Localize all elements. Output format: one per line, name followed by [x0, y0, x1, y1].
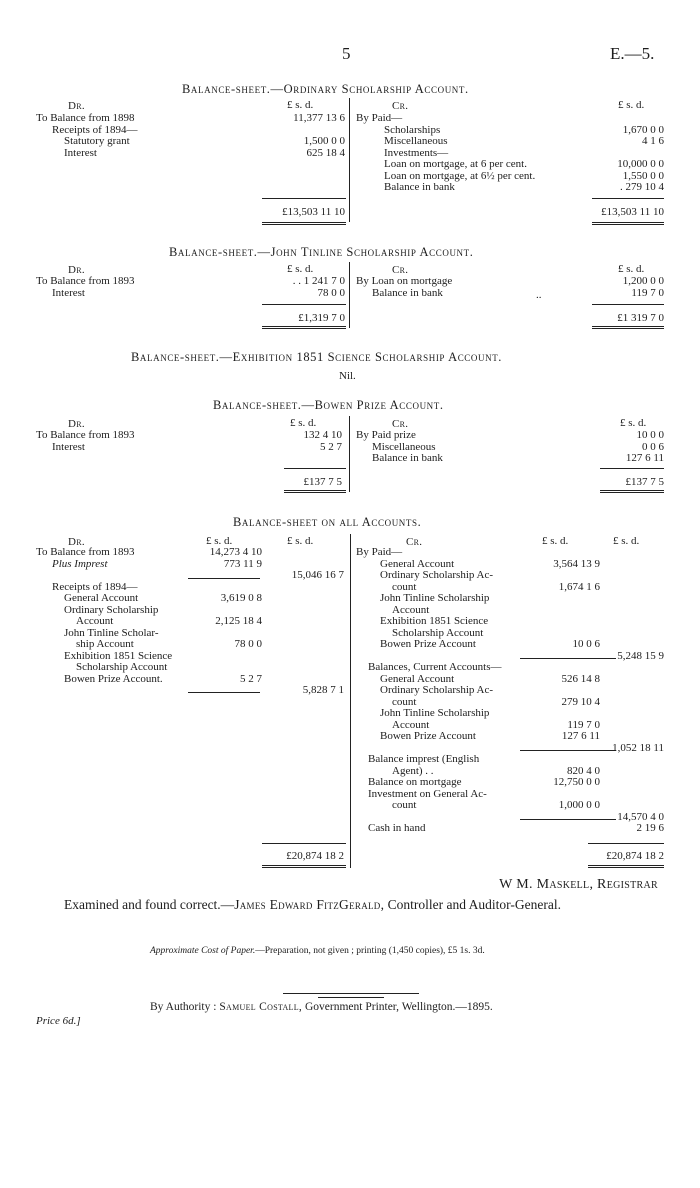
all-left-label: Bowen Prize Account. — [64, 672, 163, 685]
ordinary-right-label: Loan on mortgage, at 6 per cent. — [384, 158, 527, 170]
bowen-title: Balance-sheet.—Bowen Prize Account. — [213, 398, 444, 412]
bowen-total-left: £137 7 5 — [303, 476, 342, 488]
ordinary-right-amounts — [544, 113, 664, 194]
all-left-col1-amount: 773 11 9 — [223, 557, 262, 570]
all-right-label: Cash in hand — [368, 822, 426, 834]
tinline-left-amount: . . 1 241 7 0 — [292, 275, 345, 287]
all-right-label: Account — [392, 718, 430, 731]
ordinary-right-label: Scholarships — [384, 123, 441, 136]
tinline-double-rule-right — [592, 326, 664, 329]
authority-line — [150, 1001, 493, 1013]
cost-label: Approximate Cost of Paper. — [150, 946, 256, 956]
ordinary-right-amount: 10,000 0 0 — [617, 158, 664, 170]
ordinary-left-label: Receipts of 1894— — [52, 123, 138, 136]
all-right-col2-amount: 1,052 18 11 — [612, 741, 664, 754]
all-right-labels — [356, 547, 502, 835]
all-right-col2-amount — [574, 697, 664, 709]
all-dr: Dr. — [68, 536, 85, 548]
all-right-label: Bowen Prize Account — [380, 638, 476, 650]
tinline-dr: Dr. — [68, 264, 85, 276]
ordinary-right-label: Miscellaneous — [384, 135, 448, 147]
all-right-col2-amount — [574, 616, 664, 628]
all-left-col2-amount: 5,828 7 1 — [302, 684, 344, 696]
authority-lead: By Authority : — [150, 1001, 217, 1013]
all-left-col1-amount: 5 2 7 — [240, 672, 262, 685]
all-right-label: Ordinary Scholarship Ac- — [380, 569, 494, 581]
tinline-rule-right — [592, 304, 664, 305]
bowen-left-labels — [36, 430, 135, 453]
all-right-col1-amount: 1,000 0 0 — [558, 799, 600, 811]
bowen-right-labels — [356, 430, 443, 465]
all-right-col2-amount — [574, 789, 664, 801]
ordinary-right-amount: 1,670 0 0 — [622, 123, 664, 136]
tinline-left-amount: 78 0 0 — [317, 286, 345, 299]
all-right-label: count — [392, 799, 417, 811]
ordinary-hdr-right: £ s. d. — [618, 99, 645, 111]
all-right-col2-amount — [574, 639, 664, 651]
all-right-col1-amount: 526 14 8 — [561, 672, 600, 685]
all-right-label: John Tinline Scholarship — [380, 592, 490, 604]
ordinary-dr: Dr. — [68, 100, 85, 112]
all-right-col2-amount — [574, 777, 664, 789]
all-left-col1-amount: 3,619 0 8 — [220, 592, 262, 604]
all-left-col2-amount — [254, 628, 344, 640]
all-left-subrule1 — [188, 578, 260, 579]
price: Price 6d.] — [36, 1015, 81, 1027]
all-right-label: Investment on General Ac- — [368, 787, 487, 800]
ordinary-rule-right — [592, 198, 664, 199]
document-ref: E.—5. — [610, 44, 655, 63]
tinline-right-amount: 1,200 0 0 — [622, 275, 664, 287]
ordinary-right-amount — [544, 113, 664, 125]
all-right-col1-amount: 10 0 6 — [572, 638, 600, 650]
all-right-label: Balance imprest (English — [368, 753, 480, 765]
tinline-right-amounts — [554, 276, 664, 299]
bowen-hdr-left: £ s. d. — [290, 417, 317, 429]
tinline-left-label: To Balance from 1893 — [36, 275, 135, 287]
all-left-col1-amount: 2,125 18 4 — [215, 615, 262, 627]
all-left-col1-amount: 14,273 4 10 — [209, 546, 262, 558]
ordinary-right-label: Investments— — [384, 146, 449, 159]
all-right-col1-amount: 3,564 13 9 — [553, 557, 600, 570]
bowen-right-amount: 127 6 11 — [625, 452, 664, 464]
ordinary-total-left: £13,503 11 10 — [282, 206, 345, 218]
tinline-cr: Cr. — [392, 264, 409, 276]
all-left-label: Ordinary Scholarship — [64, 603, 159, 616]
ordinary-left-amount: 625 18 4 — [306, 146, 345, 159]
bowen-right-label: Miscellaneous — [372, 440, 436, 453]
all-hdr-right2: £ s. d. — [613, 535, 640, 547]
all-left-label: Scholarship Account — [76, 661, 168, 673]
all-right-label: Account — [392, 603, 430, 616]
footer-rule-1 — [283, 993, 419, 994]
all-rule-left — [262, 843, 346, 844]
tinline-right-labels — [356, 276, 452, 299]
tinline-left-labels — [36, 276, 135, 299]
ordinary-left-amount: 1,500 0 0 — [303, 135, 345, 147]
printer-name: Samuel Costall, — [219, 1001, 303, 1013]
bowen-rule-left — [284, 468, 346, 469]
tinline-hdr-right: £ s. d. — [618, 263, 645, 275]
all-right-col1-amount: 127 6 11 — [561, 730, 600, 742]
all-right-col2-amount — [574, 582, 664, 594]
all-left-col1-amount — [172, 570, 262, 582]
bowen-divider — [349, 416, 350, 492]
ordinary-right-label: Balance in bank — [384, 181, 455, 193]
examined-line — [64, 897, 561, 913]
ordinary-total-right: £13,503 11 10 — [601, 206, 664, 218]
all-left-label: Exhibition 1851 Science — [64, 649, 173, 662]
all-left-col2 — [254, 547, 344, 697]
all-right-col2-amount — [574, 593, 664, 605]
all-right-label: By Paid— — [356, 546, 403, 558]
ordinary-right-amount: 1,550 0 0 — [622, 169, 664, 182]
auditor-role: Controller and Auditor-General. — [384, 897, 561, 912]
all-right-col1-amount: 119 7 0 — [567, 718, 600, 731]
all-left-label: General Account — [64, 592, 139, 604]
all-left-col2-amount — [254, 662, 344, 674]
ordinary-left-label: To Balance from 1898 — [36, 112, 135, 124]
ordinary-left-labels — [36, 113, 138, 159]
all-left-col2-amount — [254, 547, 344, 559]
all-left-label: ship Account — [76, 638, 134, 650]
all-hdr-left1: £ s. d. — [206, 535, 233, 547]
page-number: 5 — [342, 44, 351, 63]
bowen-double-rule-right — [600, 490, 664, 493]
all-right-col2-amount — [574, 662, 664, 674]
tinline-dots: .. — [536, 289, 542, 301]
exhibition-title: Balance-sheet.—Exhibition 1851 Science Scholarship Account. — [131, 350, 503, 364]
all-left-labels — [36, 547, 172, 685]
bowen-left-amount: 132 4 10 — [303, 429, 342, 441]
all-right-col2-amount — [574, 708, 664, 720]
examined-lead: Examined and found correct.— — [64, 897, 235, 912]
all-left-col2-amount — [254, 616, 344, 628]
all-right-col2-amount — [574, 605, 664, 617]
all-right-label: John Tinline Scholarship — [380, 707, 490, 719]
tinline-double-rule-left — [262, 326, 346, 329]
all-left-col2-amount — [254, 582, 344, 594]
bowen-double-rule-left — [284, 490, 346, 493]
all-right-col2-amount — [574, 731, 664, 743]
all-right-col2-amount — [574, 559, 664, 571]
all-right-col2-amount: 2 19 6 — [636, 822, 664, 834]
ordinary-right-label: Loan on mortgage, at 6½ per cent. — [384, 169, 536, 182]
authority-rest: Government Printer, Wellington.—1895. — [302, 1001, 493, 1013]
tinline-title: Balance-sheet.—John Tinline Scholarship Account. — [169, 245, 474, 259]
bowen-right-amount: 0 0 6 — [642, 440, 664, 453]
bowen-hdr-right: £ s. d. — [620, 417, 647, 429]
all-right-col2-amount — [574, 800, 664, 812]
bowen-left-label: Interest — [52, 440, 85, 453]
all-left-col2-amount: 15,046 16 7 — [291, 569, 344, 581]
all-right-col2-amount — [574, 720, 664, 732]
bowen-right-label: By Paid prize — [356, 429, 416, 441]
ordinary-cr: Cr. — [392, 100, 409, 112]
ordinary-title: Balance-sheet.—Ordinary Scholarship Account. — [182, 82, 469, 96]
auditor-name: James Edward FitzGerald, — [234, 897, 385, 912]
all-title: Balance-sheet on all Accounts. — [233, 515, 422, 529]
all-left-col2-amount — [254, 593, 344, 605]
bowen-right-amount: 10 0 0 — [636, 429, 664, 441]
all-right-col2-amount — [574, 766, 664, 778]
tinline-left-amounts — [235, 276, 345, 299]
bowen-rule-right — [600, 468, 664, 469]
all-right-col2-amount — [574, 547, 664, 559]
cost-note — [150, 946, 485, 956]
all-right-col2-amount — [574, 674, 664, 686]
tinline-left-label: Interest — [52, 286, 85, 299]
all-right-col2-amount — [574, 570, 664, 582]
all-right-label: General Account — [380, 672, 455, 685]
bowen-right-label: Balance in bank — [372, 452, 443, 464]
bowen-left-amount: 5 2 7 — [320, 440, 342, 453]
all-right-col1-amount: 279 10 4 — [561, 695, 600, 708]
all-right-label: Balances, Current Accounts— — [368, 661, 502, 673]
all-right-label: Agent) . . — [392, 764, 434, 777]
all-left-col2-amount — [254, 605, 344, 617]
tinline-right-label: By Loan on mortgage — [356, 275, 453, 287]
ordinary-left-amounts — [235, 113, 345, 159]
exhibition-nil: Nil. — [339, 370, 356, 382]
bowen-dr: Dr. — [68, 418, 85, 430]
all-right-label: General Account — [380, 557, 455, 570]
tinline-hdr-left: £ s. d. — [287, 263, 314, 275]
tinline-total-right: £1 319 7 0 — [617, 312, 664, 324]
footer-rule-2 — [318, 997, 384, 998]
all-left-label: Plus Imprest — [52, 557, 108, 570]
bowen-left-label: To Balance from 1893 — [36, 429, 135, 441]
bowen-cr: Cr. — [392, 418, 409, 430]
ordinary-right-label: By Paid— — [356, 112, 403, 124]
all-left-label: To Balance from 1893 — [36, 546, 135, 558]
all-double-rule-right — [588, 865, 664, 868]
all-right-col1-amount: 1,674 1 6 — [558, 580, 600, 593]
all-left-label: Account — [76, 615, 114, 627]
all-right-label: count — [392, 695, 417, 708]
all-left-col1-amount — [172, 662, 262, 674]
bowen-right-amounts — [574, 430, 664, 465]
all-total-left: £20,874 18 2 — [286, 850, 344, 862]
all-right-col2-amount: 14,570 4 0 — [617, 810, 664, 823]
all-right-col2-amount — [574, 628, 664, 640]
all-right-col1-amount: 12,750 0 0 — [553, 776, 600, 788]
all-total-right: £20,874 18 2 — [606, 850, 664, 862]
all-right-label: Ordinary Scholarship Ac- — [380, 684, 494, 696]
all-right-col1-amount: 820 4 0 — [567, 764, 600, 777]
ordinary-hdr-left: £ s. d. — [287, 99, 314, 111]
all-right-col2 — [574, 547, 664, 835]
all-double-rule-left — [262, 865, 346, 868]
all-left-col2-amount — [254, 639, 344, 651]
all-right-col2-amount — [574, 754, 664, 766]
ordinary-double-rule-left — [262, 222, 346, 225]
all-left-label: Receipts of 1894— — [52, 580, 138, 593]
all-divider — [350, 534, 351, 868]
all-left-label — [36, 570, 172, 582]
all-right-label: count — [392, 580, 417, 593]
ordinary-right-amount: . 279 10 4 — [620, 181, 664, 193]
all-left-col1 — [172, 547, 262, 685]
ordinary-double-rule-right — [592, 222, 664, 225]
all-right-label: Exhibition 1851 Science — [380, 615, 489, 627]
bowen-total-right: £137 7 5 — [625, 476, 664, 488]
all-left-col2-amount — [254, 651, 344, 663]
ordinary-divider — [349, 98, 350, 222]
all-rule-right — [588, 843, 664, 844]
all-left-label: John Tinline Scholar- — [64, 626, 159, 639]
all-right-label: Balance on mortgage — [368, 776, 462, 788]
all-hdr-right1: £ s. d. — [542, 535, 569, 547]
ordinary-rule-left — [262, 198, 346, 199]
ordinary-right-amount: 4 1 6 — [642, 135, 664, 147]
all-right-col2-amount — [574, 685, 664, 697]
tinline-rule-left — [262, 304, 346, 305]
registrar-signature: W M. Maskell, Registrar — [499, 877, 658, 892]
bowen-left-amounts — [252, 430, 342, 453]
all-left-subrule2 — [188, 692, 260, 693]
all-right-col2-amount: 5,248 15 9 — [617, 649, 664, 662]
all-hdr-left2: £ s. d. — [287, 535, 314, 547]
cost-text: —Preparation, not given ; printing (1,450 copies), £5 1s. 3d. — [255, 946, 485, 956]
tinline-total-left: £1,319 7 0 — [298, 312, 345, 324]
tinline-right-amount: 119 7 0 — [631, 286, 664, 299]
all-left-col1-amount — [172, 651, 262, 663]
ordinary-left-label: Statutory grant — [64, 135, 130, 147]
ordinary-left-amount: 11,377 13 6 — [293, 112, 345, 124]
ordinary-left-label: Interest — [64, 146, 97, 159]
all-right-label: Scholarship Account — [392, 626, 484, 639]
ordinary-right-labels — [356, 113, 535, 194]
all-cr: Cr. — [406, 536, 423, 548]
tinline-divider — [349, 262, 350, 328]
all-left-col1-amount: 78 0 0 — [234, 638, 262, 650]
tinline-right-label: Balance in bank — [372, 286, 443, 299]
all-right-label: Bowen Prize Account — [380, 730, 476, 742]
